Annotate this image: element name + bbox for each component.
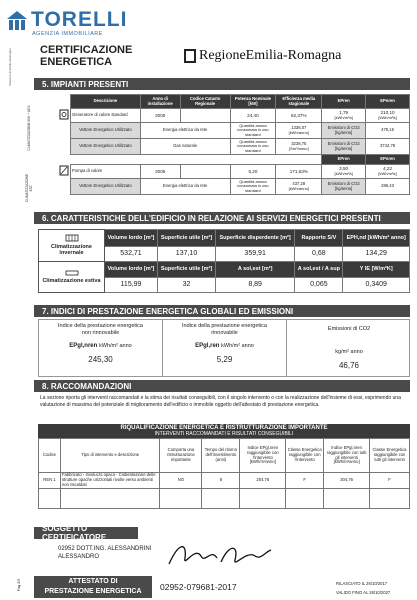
racc-header: Classe Energetica raggiungibile con tutti gli interventi (370, 439, 410, 473)
impianti-header: EPren (322, 95, 366, 109)
heat-pump-icon (59, 165, 69, 176)
car-header-2: Y IE [W/m²K] (343, 262, 410, 278)
car-header-2: A sol,est / A sup (295, 262, 343, 278)
region-mark-icon (184, 49, 196, 63)
impianto-1-epnren-unit: [kWh/m²a] (378, 115, 397, 120)
impianto-1-codice (180, 109, 230, 123)
car-header-1: EPH,nd [kWh/m² anno] (343, 230, 410, 247)
vettore-2-qty: 437,28 (292, 180, 306, 186)
impianto-1-epren: 1,79 (339, 110, 349, 116)
racc-row-tempo: 8 (202, 473, 240, 489)
brand-logo (6, 6, 136, 36)
impianto-2-codice (180, 165, 230, 179)
car-header-1: Superficie disperdente [m²] (216, 230, 295, 247)
attestato-line2: PRESTAZIONE ENERGETICA (44, 588, 142, 595)
car-header-2: Superficie utile [m²] (158, 262, 216, 278)
margin-text: Stazione di Emilia-Romagna (8, 48, 12, 86)
vettore-1b-co2: 3742,78 (366, 139, 410, 155)
impianti-header-2: EPren (322, 155, 366, 165)
impianto-2-epnren-unit: [kWh/m²a] (378, 171, 397, 176)
racc-row-classe-tot: F (370, 473, 410, 489)
indici-block (38, 319, 410, 377)
impianti-header: Efficienza media stagionale (276, 95, 322, 109)
racc-row-ristr: NO (160, 473, 202, 489)
racc-header: Indice EPgl,nren raggiungibile con tutti gli interventi [kWh/m²anno] (324, 439, 370, 473)
signature (165, 538, 275, 572)
rilasciato: RILASCIATO IL 26/10/2017 (336, 581, 388, 586)
attestato-code: 02952-079681-2017 (160, 582, 237, 592)
indice-nren-value: 245,30 (88, 355, 113, 365)
impianti-header: Potenza Nominale [kW] (230, 95, 276, 109)
indice-nren-key: EPgl,nren (69, 343, 98, 350)
vettore-2-co2-label: Emissioni di CO2 [kg/anno] (322, 179, 366, 195)
raccomandazioni-table (38, 424, 410, 509)
impianto-2-desc: Pompa di calore (71, 165, 141, 179)
brand-subtitle: AGENZIA IMMOBILIARE (32, 31, 103, 37)
house-logo-icon (6, 10, 28, 32)
car-header-1: Rapporto S/V (295, 230, 343, 247)
impianto-2-potenza: 5,20 (230, 165, 276, 179)
clima-inv-label-cell (39, 230, 105, 262)
impianti-header: EPnren (366, 95, 410, 109)
cert-title-line1: CERTIFICAZIONE (40, 44, 133, 56)
impianto-2-eff: 171,63% (276, 165, 322, 179)
certificatore-name-1: 02952 DOTT.ING. ALESSANDRINI (58, 546, 152, 552)
impianti-header: Descrizione (71, 95, 141, 109)
impianti-header: Anno di installazione (140, 95, 180, 109)
indice-ren-unit: kWh/m² anno (221, 343, 254, 350)
region-logo (184, 47, 410, 65)
emissioni-label: Emissioni di CO2 (327, 326, 371, 332)
racc-header: Codice (39, 439, 61, 473)
car-header-1: Volume lordo [m³] (105, 230, 158, 247)
racc-header: Indice EPgl,nren raggiungibile con l'intervento [kWh/m²anno] (240, 439, 286, 473)
vettore-1b-qty-label: Quantità annua consumata in uso standard (230, 139, 276, 155)
vettore-1a-type: Energia elettrica da rete (140, 123, 230, 139)
attestato-line1: ATTESTATO DI (68, 578, 118, 585)
racc-row-indice-tot: 204,76 (324, 473, 370, 489)
vettore-1b-type: Gas naturale (140, 139, 230, 155)
radiator-icon (65, 234, 79, 242)
caratteristiche-table (38, 229, 410, 293)
date-info (336, 579, 390, 597)
indice-nren-unit: kWh/m² anno (98, 343, 132, 350)
impianti-side-label-2: CLIMATIZZAZIONE EST. (25, 173, 33, 203)
emissioni-co2 (287, 320, 411, 376)
car-value-1: 134,29 (343, 247, 410, 262)
attestato-box (34, 576, 152, 598)
vettore-1a-qty-label: Quantità annua consumata in uso standard (230, 123, 276, 139)
impianto-2-anno: 2005 (140, 165, 180, 179)
car-header-2: A sol,est [m²] (216, 262, 295, 278)
section-7-title: 7. INDICI DI PRESTAZIONE ENERGETICA GLOBALI ED EMISSIONI (34, 305, 410, 317)
impianti-side-label-1: CLIMATIZZAZIONE INV. + ACS (27, 105, 31, 151)
racc-table-title-2: INTERVENTI RACCOMANDATI E RISULTATI CONSEGUIBILI (154, 431, 294, 437)
impianto-1-anno: 2000 (140, 109, 180, 123)
car-value-1: 532,71 (105, 247, 158, 262)
vettore-2-co2: 289,43 (366, 179, 410, 195)
indice-ren-label: Indice della prestazione energetica rinnovabile (181, 323, 267, 337)
car-value-1: 359,91 (216, 247, 295, 262)
page-number: Pag 2/3 (17, 578, 21, 591)
indice-nren-label: Indice della prestazione energetica non rinnovabile (57, 323, 143, 337)
cert-title (40, 44, 170, 68)
vettore-1a-co2-label: Emissioni di CO2 [kg/anno] (322, 123, 366, 139)
clima-est-label: Climatizzazione estiva (42, 277, 101, 284)
impianto-1-desc: Generatore di calore standard (71, 109, 141, 123)
car-header-2: Volume lordo [m³] (105, 262, 158, 278)
indice-nren (39, 320, 163, 376)
boiler-icon (59, 109, 69, 120)
racc-row-indice: 204,76 (240, 473, 286, 489)
car-value-2: 0,3409 (343, 278, 410, 293)
vettore-1b-qty: 3238,75 (291, 140, 307, 146)
car-value-2: 8,89 (216, 278, 295, 293)
indice-ren-value: 5,29 (216, 355, 233, 365)
impianto-1-eff: 62,37% (276, 109, 322, 123)
racc-header: Tipo di intervento e descrizione (60, 439, 160, 473)
emissioni-value: 46,76 (338, 361, 360, 370)
racc-row-desc: Fabbricato - Involucro opaco - Coibentazione delle strutture opache orizzontali rivolte verso ambienti non riscaldati (60, 473, 160, 489)
section-8-title: 8. RACCOMANDAZIONI (34, 380, 410, 392)
racc-table-title-1: RIQUALIFICAZIONE ENERGETICA E RISTRUTTURAZIONE IMPORTANTE (120, 425, 328, 431)
indice-ren (163, 320, 287, 376)
impianto-1-epnren: 210,10 (380, 110, 395, 116)
racc-header: Tempo del ritorno dell'investimento (anni) (202, 439, 240, 473)
valido: VALIDO FINO AL 26/10/2027 (336, 590, 391, 595)
vettore-1b-label: Vettore Energetico Utilizzato (71, 139, 141, 155)
vettore-2-qty-unit: [kWh/anno] (288, 185, 309, 191)
emissioni-unit: kg/m² anno (335, 349, 363, 355)
air-conditioner-icon (65, 270, 79, 276)
certificatore-name (58, 546, 151, 560)
cert-title-line2: ENERGETICA (40, 56, 113, 68)
clima-est-label-cell (39, 262, 105, 293)
vettore-1a-co2: 479,15 (366, 123, 410, 139)
region-name: RegioneEmilia-Romagna (199, 48, 342, 63)
racc-row-codice: REN 1 (39, 473, 61, 489)
racc-header: Classe Energetica raggiungibile con l'intervento (286, 439, 324, 473)
clima-inv-label: Climatizzazione invernale (51, 244, 92, 257)
certificatore-name-2: ALESSANDRO (58, 554, 100, 560)
vettore-1a-qty-unit: [kWh/anno] (288, 129, 309, 135)
vettore-1b-qty-unit: [Sm³/anno] (289, 145, 309, 151)
impianto-1-epren-unit: [kWh/m²a] (334, 115, 353, 120)
section-6-title: 6. CARATTERISTICHE DELL'EDIFICIO IN RELAZIONE AI SERVIZI ENERGETICI PRESENTI (34, 212, 410, 224)
impianto-2-epren: 3,50 (339, 166, 349, 172)
impianto-2-epren-unit: [kWh/m²a] (334, 171, 353, 176)
vettore-1a-qty: 1336,07 (291, 124, 307, 130)
vettore-1b-co2-label: Emissioni di CO2 [kg/anno] (322, 139, 366, 155)
impianti-header-2: EPnren (366, 155, 410, 165)
brand-name: TORELLI (31, 8, 128, 31)
impianto-2-epnren: 4,22 (383, 166, 393, 172)
racc-header: Comporta una ristrutturazione importante (160, 439, 202, 473)
car-header-1: Superficie utile [m²] (158, 230, 216, 247)
racc-row-classe: F (286, 473, 324, 489)
car-value-1: 137,10 (158, 247, 216, 262)
raccomandazioni-text: La sezione riporta gli interventi raccomandati e la stima dei risultati conseguibili, con il singolo intervento o con la realizzazione dell'insieme di essi, esprimendo una valutazione di massima del potenziale di miglioramento dell'edificio o immobile oggetto dell'attestato di prestazione energetica. (40, 395, 401, 408)
soggetto-title: SOGGETTO CERTIFICATORE (34, 527, 138, 539)
car-value-2: 0,065 (295, 278, 343, 293)
impianto-1-potenza: 24,40 (230, 109, 276, 123)
impianti-table (58, 94, 410, 195)
car-value-2: 32 (158, 278, 216, 293)
racc-table-title (38, 424, 410, 438)
vettore-2-type: Energia elettrica da rete (140, 179, 230, 195)
vettore-1a-label: Vettore Energetico Utilizzato (71, 123, 141, 139)
vettore-2-qty-label: Quantità annua consumata in uso standard (230, 179, 276, 195)
indice-ren-key: EPgl,ren (195, 343, 220, 350)
impianti-header: Codice Catasto Regionale (180, 95, 230, 109)
car-value-1: 0,68 (295, 247, 343, 262)
section-5-title: 5. IMPIANTI PRESENTI (34, 78, 410, 90)
car-value-2: 115,99 (105, 278, 158, 293)
vettore-2-label: Vettore Energetico Utilizzato (71, 179, 141, 195)
